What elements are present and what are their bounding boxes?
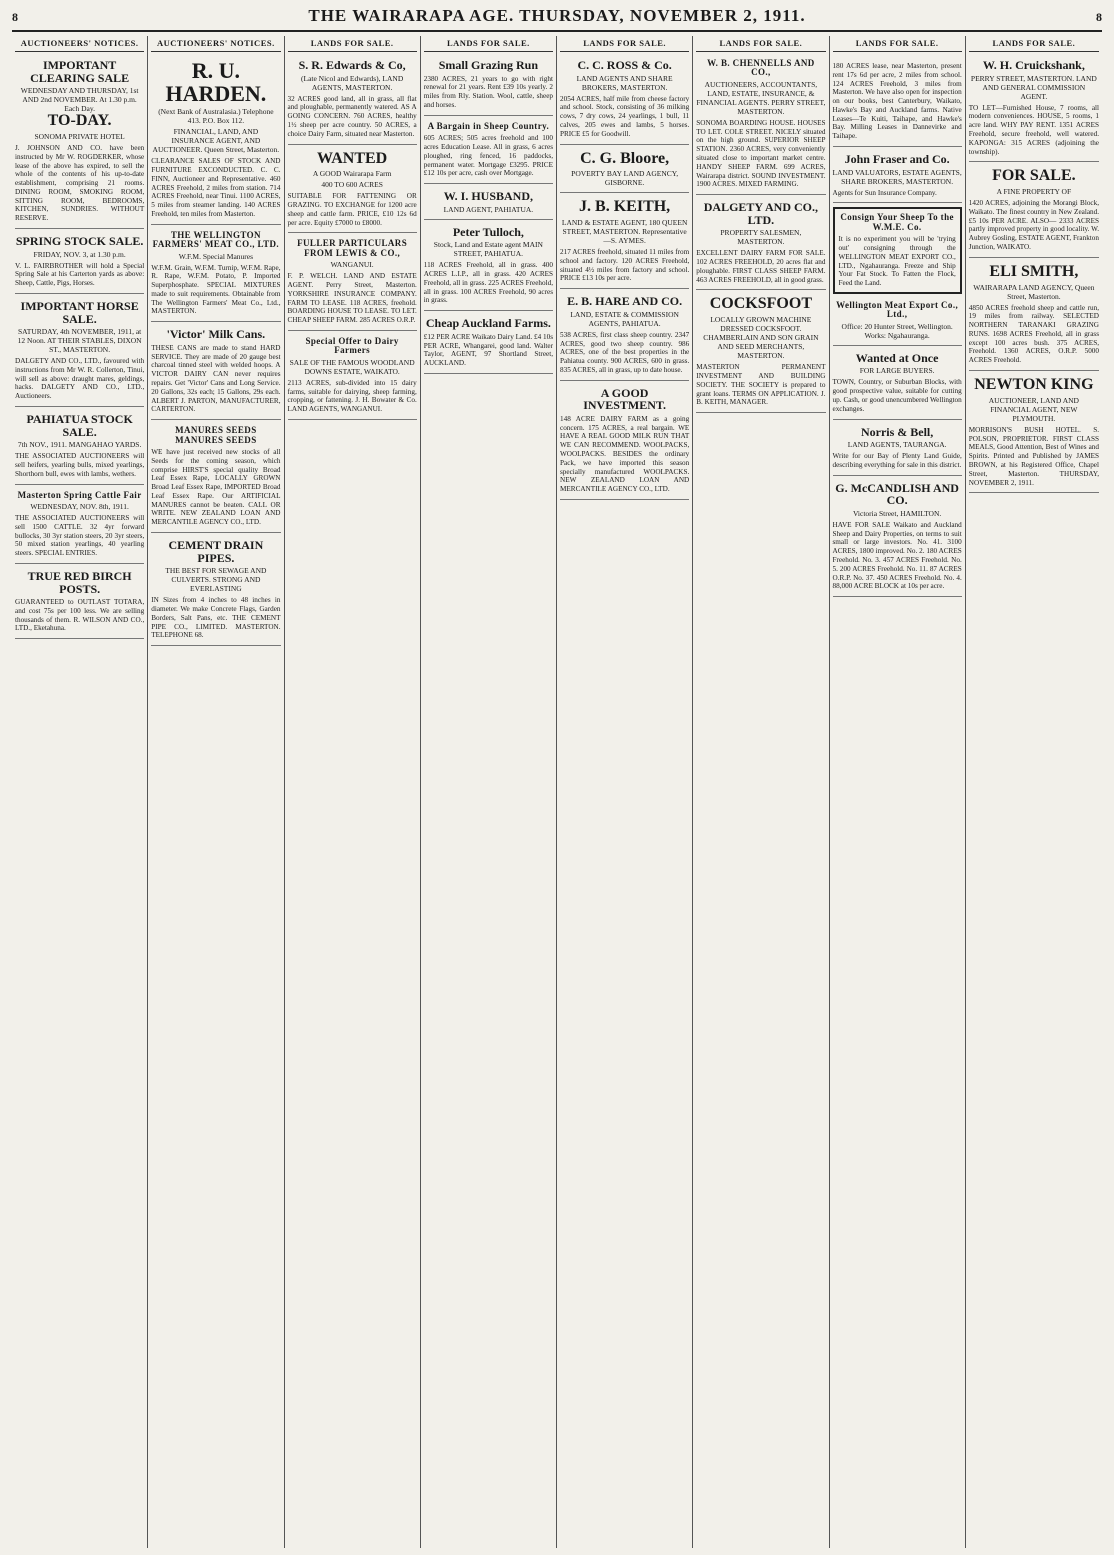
column-heading: LANDS FOR SALE. [424,36,553,52]
ad-headline: J. B. KEITH, [579,198,671,216]
ad-subheading: WAIRARAPA LAND AGENCY, Queen Street, Masterton. [973,282,1095,301]
ad-body-text: 2380 ACRES, 21 years to go with right renewal for 21 years. Rent £39 10s yearly. 2 miles from Rly. Station. Wool, cattle, sheep and horses. [423,74,553,109]
ad-headline: Wellington Meat Export Co., Ltd., [836,299,959,320]
ad-body-text: V. L. FAIRBROTHER will hold a Special Spring Sale at his Carterton yards as above: Sheep, Cattle, Pigs, Horses. [15,261,145,288]
ad-headline: PAHIATUA STOCK SALE. [26,412,133,439]
advertisement [833,479,962,597]
ad-headline: MANURES SEEDS MANURES SEEDS [175,425,257,445]
ad-subheading: WANGANUI. [330,260,374,270]
ad-subheading: SALE OF THE FAMOUS WOODLAND DOWNS ESTATE, WAIKATO. [289,357,415,376]
ad-headline: Cheap Auckland Farms. [425,316,551,331]
advertisement [833,207,962,294]
ad-body-text: 118 ACRES Freehold, all in grass. 400 ACRES L.I.P., all in grass. 420 ACRES Freehold, all in grass. 225 ACRES Freehold, all in grass. 100 ACRES Freehold, 90 acres in grass. [423,261,553,305]
ad-body-text: 217 ACRES freehold, situated 11 miles from school and factory. 120 ACRES Freehold, situated 4½ miles from factory and school. PRICE £13 10s per acre. [560,248,690,283]
advertisement [15,297,144,407]
ad-body-text: F. P. WELCH. LAND AND ESTATE AGENT. Perry Street, Masterton. YORKSHIRE INSURANCE COMPANY. FARM TO LEASE. 118 ACRES, freehold. BOARDING HOUSE TO LEASE. TO LET. CHEAP SHEEP FARM. 285 ACRES O.R.P. [287,272,417,325]
advertisement [696,293,825,413]
ad-body-text: 605 ACRES; 505 acres freehold and 100 acres Education Lease. All in grass, 6 acres ploughed, ring fenced, 16 paddocks, permanent water. Mortgage £3295. PRICE £12 10s per acre, cash over Mortgage. [423,134,553,178]
ad-body-text: W.F.M. Grain, W.F.M. Turnip, W.F.M. Rape, R. Rape, W.F.M. Potato, P. Imported Superphosphate. SPECIAL MIXTURES made to suit requirements. Obtainable from The Wellington Farmers' Meat Co., Ltd., MASTERTON. [151,263,281,316]
ad-subheading: 400 TO 600 ACRES [321,180,383,190]
ad-headline: FULLER PARTICULARS FROM LEWIS & CO., [297,238,408,258]
advertisement [288,334,417,420]
ad-subheading: LAND AGENTS AND SHARE BROKERS, MASTERTON. [576,73,673,92]
ad-subheading: WEDNESDAY, NOV. 8th, 1911. [30,502,129,512]
advertisement [151,56,280,225]
ad-headline: COCKSFOOT [709,295,812,313]
ad-headline: WANTED [317,149,388,167]
ad-body-text: MASTERTON PERMANENT INVESTMENT AND BUILDING SOCIETY. THE SOCIETY is prepared to grant loans. TERMS ON APPLICATION. J. B. KEITH, MANAGER. [696,363,826,407]
ad-body-text: TOWN, Country, or Suburban Blocks, with good prospective value, suitable for cutting up. Cash, or good unencumbered Wellington exchanges. [832,378,962,413]
ad-subheading: LAND VALUATORS, ESTATE AGENTS, SHARE BROKERS, MASTERTON. [832,167,962,186]
advertisement [696,56,825,195]
advertisement [833,56,962,147]
advertisement [151,536,280,646]
ad-subheading: LOCALLY GROWN MACHINE DRESSED COCKSFOOT. CHAMBERLAIN AND SON GRAIN AND SEED MERCHANTS, MASTERTON. [703,315,819,361]
column-heading: LANDS FOR SALE. [969,36,1099,52]
masthead [12,4,1102,32]
ad-headline: W. I. HUSBAND, [443,189,533,204]
ad-subheading: FRIDAY, NOV. 3, at 1.30 p.m. [33,249,126,259]
column-heading: LANDS FOR SALE. [833,36,962,52]
advertisement-columns [12,36,1102,1548]
advertisement [560,292,689,381]
advertisement [424,314,553,374]
advertisement [424,56,553,116]
advertisement [424,187,553,220]
column-1 [12,36,148,1548]
ad-headline: THE WELLINGTON FARMERS' MEAT CO., LTD. [152,229,280,250]
ad-headline: W. B. CHENNELLS AND CO., [707,58,815,78]
ad-subheading: AUCTIONEER, LAND AND FINANCIAL AGENT, NEW PLYMOUTH. [988,395,1079,423]
advertisement [15,56,144,229]
advertisement [15,567,144,639]
ad-subheading: A GOOD Wairarapa Farm [312,169,392,179]
advertisement [151,228,280,323]
ad-headline: C. C. ROSS & Co. [577,58,672,72]
ad-headline: A Bargain in Sheep Country. [427,120,550,131]
ad-headline: A GOOD INVESTMENT. [583,385,667,413]
advertisement [424,223,553,312]
ad-body-text: HAVE FOR SALE Waikato and Auckland Sheep and Dairy Properties, on terms to suit small or large investors. No. 41. 3100 ACRES, 1800 improved. No. 2. 180 ACRES Freehold. No. 3. 457 ACRES Freehold. No. 5. 200 ACRES Freehold. No. 11. 87 ACRES O.R.P. No. 37. 450 ACRES Freehold. No. 4. 88,000 ACRE BLOCK at 10s per acre. [832,520,962,591]
ad-headline: W. H. Cruickshank, [982,58,1085,72]
ad-subheading: (Next Bank of Australasia.) Telephone 413. P.O. Box 112. [158,107,274,126]
ad-body-text: 148 ACRE DAIRY FARM as a going concern. 175 ACRES, a real bargain. WE HAVE A REAL GOOD MILK RUN THAT WE CAN RECOMMEND. WOOLPACKS, WOOLPACKS. BESIDES the ordinary Pack, we have imported this season specially manufactured WOOLPACKS. NEW ZEALAND LOAN AND MERCANTILE AGENCY CO., LTD. [560,414,690,494]
ad-subheading: WEDNESDAY AND THURSDAY, 1st AND 2nd NOVEMBER. At 1.30 p.m. Each Day. [20,86,139,114]
ad-headline: Consign Your Sheep To the W.M.E. Co. [840,212,954,232]
ad-subheading: SATURDAY, 4th NOVEMBER, 1911, at 12 Noon. AT THEIR STABLES, DIXON ST., MASTERTON. [17,327,142,355]
ad-headline: NEWTON KING [974,376,1094,394]
page-number-right: 8 [1096,10,1102,24]
advertisement [288,236,417,331]
advertisement [969,56,1099,162]
ad-body-text: THE ASSOCIATED AUCTIONEERS will sell heifers, yearling bulls, mixed yearlings, Shorthorn bull, ewes with lambs, wethers. [15,452,145,478]
column-5 [557,36,693,1548]
ad-body-text: THE ASSOCIATED AUCTIONEERS will sell 1500 CATTLE. 32 4yr forward bullocks, 30 3yr station steers, 20 3yr steers, 50 mixed station yearlings, 40 yearling steers. SPECIAL ENTRIES. [15,514,145,558]
advertisement [969,374,1099,493]
ad-body-text: 2113 ACRES, sub-divided into 15 dairy farms, suitable for dairying, sheep farming, cropping, or fattening. J. H. Bowater & Co. LAND AGENTS, WANGANUI. [287,378,417,414]
advertisement [424,119,553,184]
newspaper-title: THE WAIRARAPA AGE. THURSDAY, NOVEMBER 2, 1911. [308,6,806,25]
advertisement [560,196,689,289]
advertisement [15,410,144,485]
ad-body-text: £12 PER ACRE Waikato Dairy Land. £4 10s PER ACRE, Whangarei, good land. Walter Taylor, AGENT, 97 Shortland Street, AUCKLAND. [423,332,553,368]
ad-body-text: MORRISON'S BUSH HOTEL. S. POLSON, PROPRIETOR. FIRST CLASS MEALS, Good Attention, Best of Wines and Spirits. Printed and Published by JAMES BROWN, at his Registered Office, Chapel Street, Masterton. THURSDAY, NOVEMBER 2, 1911. [968,425,1099,487]
ad-headline: ELI SMITH, [989,262,1079,280]
column-heading: AUCTIONEERS' NOTICES. [15,36,144,52]
ad-body-text: J. JOHNSON AND CO. have been instructed by Mr W. ROGDERKER, whose lease of the above has expired, to sell the whole of the contents of his up-to-date establishment, comprising 21 rooms. DINING ROOM, SMOKING ROOM, SITTING ROOM, BEDROOMS, KITCHEN, SUNDRIES. WITHOUT RESERVE. [15,143,145,223]
advertisement [151,325,280,420]
column-3 [285,36,421,1548]
advertisement [151,423,280,533]
ad-body-text: Agents for Sun Insurance Company. [832,188,937,197]
ad-headline: Peter Tulloch, [452,224,524,239]
ad-body-text: THESE CANS are made to stand HARD SERVICE. They are made of 20 gauge best charcoal tinned steel with welded hoops. A VICTOR DAIRY CAN never requires repairs. Get 'Victor' Cans and Long Service. 20 Gallons, 32s each; 15 Gallons, 29s each. ALBERT J. PARTON, MANUFACTURER, CARTERTON. [151,343,281,414]
advertisement [833,423,962,476]
ad-subheading: W.F.M. Special Manures [178,251,254,261]
ad-subheading: FOR LARGE BUYERS. [859,366,935,376]
ad-subheading: LAND & ESTATE AGENT, 180 QUEEN STREET, MASTERTON. Representative—S. AYMES. [561,218,688,246]
advertisement [288,56,417,145]
ad-headline: Masterton Spring Cattle Fair [17,489,142,500]
advertisement [288,148,417,234]
ad-headline: Special Offer to Dairy Farmers [305,335,399,356]
ad-body-text: GUARANTEED to OUTLAST TOTARA, and cost 75s per 100 less. We are selling thousands of them. R. WILSON AND CO., LTD., Eketahuna. [15,598,145,633]
column-heading: LANDS FOR SALE. [560,36,689,52]
column-2 [148,36,284,1548]
ad-headline: IMPORTANT HORSE SALE. [20,298,139,326]
ad-body-text: EXCELLENT DAIRY FARM FOR SALE. 102 ACRES FREEHOLD, 20 acres flat and ploughable. FIRST CLASS SHEEP FARM. 463 ACRES FREEHOLD, all in good grass. [696,249,826,284]
ad-subheading: POVERTY BAY LAND AGENCY, GISBORNE. [571,169,679,188]
advertisement [560,384,689,500]
ad-subheading: A FINE PROPERTY OF [996,187,1072,197]
column-heading: LANDS FOR SALE. [696,36,825,52]
ad-subheading: LAND AGENTS, TAURANGA. [847,440,947,450]
ad-body-text: 2054 ACRES, half mile from cheese factory and school. Stock, consisting of 36 milking cows, 7 dry cows, 24 yearlings, 1 bull, 11 calves, 205 ewes and lambs, 5 horses. PRICE £5 for Goodwill. [560,94,690,138]
ad-headline: FOR SALE. [992,167,1076,185]
ad-body-text: CLEARANCE SALES OF STOCK AND FURNITURE EXCONDUCTED. C. C. FINN, Auctioneer and Representative. 460 ACRES Freehold, 2 miles from station. 714 ACRES Freehold, near Tinui. 1100 ACRES, 5 miles from steamer landing. 140 ACRES Freehold, ten miles from Masterton. [151,157,281,218]
ad-subheading: AUCTIONEERS, ACCOUNTANTS, LAND, ESTATE, INSURANCE, & FINANCIAL AGENTS. PERRY STREET, MASTERTON. [696,79,826,116]
ad-body-text: Write for our Bay of Plenty Land Guide, describing everything for sale in this district. [832,452,962,469]
ad-subheading: FINANCIAL, LAND, AND INSURANCE AGENT, AND AUCTIONEER. Queen Street, Masterton. [152,127,280,155]
ad-subheading: LAND AGENT, PAHIATUA. [443,204,534,214]
ad-headline: IMPORTANT CLEARING SALE [30,58,130,85]
ad-subheading: SONOMA PRIVATE HOTEL [34,131,125,141]
ad-body-text: 1420 ACRES, adjoining the Morangi Block, Waikato. The finest country in New Zealand. £5 10s PER ACRE. ALSO— 2333 ACRES partly improved property in good locality. W. Aubrey Gosling, ESTATE AGENT, Frankton Junction, WAIKATO. [968,199,1099,251]
ad-body-text: TO LET—Furnished House, 7 rooms, all modern conveniences. HOUSE, 5 rooms, 1 acre land. WHY PAY RENT. 1351 ACRES Freehold, secure freehold, well watered. KAPONGA: 315 ACRES (adjoining the township). [968,103,1099,156]
advertisement [696,198,825,290]
ad-body-text: 4850 ACRES freehold sheep and cattle run, 19 miles from railway. SELECTED NORTHERN TARANAKI GRAZING RUNS. 1698 ACRES Freehold, all in grass except 100 acres bush. 375 ACRES, Freehold. 1360 ACRES, O.R.P. 5000 ACRES Freehold. [968,303,1099,365]
ad-headline: G. McCANDLISH AND CO. [835,480,959,508]
ad-subheading: THE BEST FOR SEWAGE AND CULVERTS. STRONG AND EVERLASTING [165,566,267,594]
ad-headline: Small Grazing Run [438,58,539,72]
advertisement [969,165,1099,257]
ad-subheading: 7th NOV., 1911. MANGAHAO YARDS. [17,440,142,450]
ad-body-text: SUITABLE FOR FATTENING OR GRAZING. TO EXCHANGE for 1200 acre sheep and cattle farm. PRICE, £10 12s 6d per acre. Equity £7000 to £8000. [287,192,417,227]
advertisement [969,261,1099,371]
column-6 [693,36,829,1548]
ad-subheading: PERRY STREET, MASTERTON. LAND AND GENERAL COMMISSION AGENT. [970,73,1097,101]
ad-subheading: (Late Nicol and Edwards), LAND AGENTS, MASTERTON. [300,73,404,92]
ad-headline: Norris & Bell, [860,424,934,439]
ad-subheading: Victoria Street, HAMILTON. [852,508,942,518]
ad-headline: E. B. HARE AND CO. [567,294,683,309]
column-8 [966,36,1102,1548]
column-heading: LANDS FOR SALE. [288,36,417,52]
page-number-left: 8 [12,10,18,24]
ad-subheading: Stock, Land and Estate agent MAIN STREET, PAHIATUA. [433,240,543,259]
ad-headline: Wanted at Once [855,350,939,365]
ad-body-text: 538 ACRES, first class sheep country. 2347 ACRES, good two sheep country. 986 ACRES, one of the best properties in the Pahiatua county. 900 ACRES, 600 in grass. 835 ACRES, all in grass, up to date house. [560,330,690,374]
column-4 [421,36,557,1548]
advertisement [15,232,144,294]
ad-headline: S. R. Edwards & Co, [298,58,406,72]
ad-headline: TRUE RED BIRCH POSTS. [27,568,132,596]
ad-headline: CEMENT DRAIN PIPES. [168,537,264,565]
ad-body-text: 32 ACRES good land, all in grass, all flat and ploughable, permanently watered. AS A GOING CONCERN. 760 ACRES, healthy 1½ sheep per acre country. 50 ACRES, a choice Dairy Farm, situated near Masterton. [287,94,417,138]
ad-headline: C. G. Bloore, [580,149,670,167]
advertisement [15,488,144,564]
advertisement [833,298,962,346]
ad-headline: 'Victor' Milk Cans. [166,327,266,342]
ad-body-text: IN Sizes from 4 inches to 48 inches in diameter. We make Concrete Flags, Garden Borders, Salt Pans, etc. THE CEMENT PIPE CO., LIMITED. MASTERTON. TELEPHONE 68. [151,596,281,640]
advertisement [833,150,962,203]
ad-body-text: 180 ACRES lease, near Masterton, present rent 17s 6d per acre, 2 miles from school. 124 ACRES Freehold, 3 miles from Masterton. We have also open for inspection on our books, best Canterbury, Waikato, Hawke's Bay and Auckland farms. Native Leases—Te Kuiti, Taihape, and Hawke's Bay. Milling Leases in Dannevirke and Taihape. [832,62,962,141]
ad-subheading: LAND, ESTATE & COMMISSION AGENTS, PAHIATUA. [570,309,679,328]
ad-body-text: SONOMA BOARDING HOUSE. HOUSES TO LET. COLE STREET. NICELY situated on the high ground. SUPERIOR SHEEP STATION. 2360 ACRES, very conveniently situated close to important market centre. HANDY SHEEP FARM. 699 ACRES, Wairarapa district. SOUND INVESTMENT. 1900 ACRES. MIXED FARMING. [696,118,826,189]
ad-subheading: Office: 20 Hunter Street, Wellington. Works: Ngahauranga. [841,321,953,340]
ad-subheading: PROPERTY SALESMEN, MASTERTON. [720,228,802,247]
ad-body-text: DALGETY AND CO., LTD., favoured with instructions from Mr W. R. Collerton, Tinui, will sell as above: draught mares, geldings, hacks. DALGETY AND CO., LTD., Auctioneers. [15,357,145,401]
ad-headline: R. U. HARDEN. [165,58,267,107]
ad-headline: John Fraser and Co. [844,152,950,167]
column-heading: AUCTIONEERS' NOTICES. [151,36,280,52]
ad-headline: DALGETY AND CO., LTD. [703,200,818,227]
advertisement [560,148,689,194]
ad-headline: SPRING STOCK SALE. [15,234,144,249]
column-7 [830,36,966,1548]
advertisement [560,56,689,145]
ad-subheading: TO-DAY. [47,112,112,130]
advertisement [833,349,962,420]
ad-body-text: WE have just received new stocks of all Seeds for the coming season, which comprise HIRST'S special quality Broad Leaf Essex Rape, LOCALLY GROWN Broad Leaf Essex Rape, IMPORTED Broad Leaf Essex Rape. Our ARTIFICIAL MANURES cannot be beaten. CALL OR WRITE. NEW ZEALAND LOAN AND MERCANTILE AGENCY CO., LTD. [151,447,281,527]
ad-body-text: It is no experiment you will be 'trying out' consigning through the WELLINGTON MEAT EXPORT CO., LTD., Ngahauranga. Freeze and Ship Your Fat Stock. To Fatten the Flock, Feed the Land. [838,235,956,288]
